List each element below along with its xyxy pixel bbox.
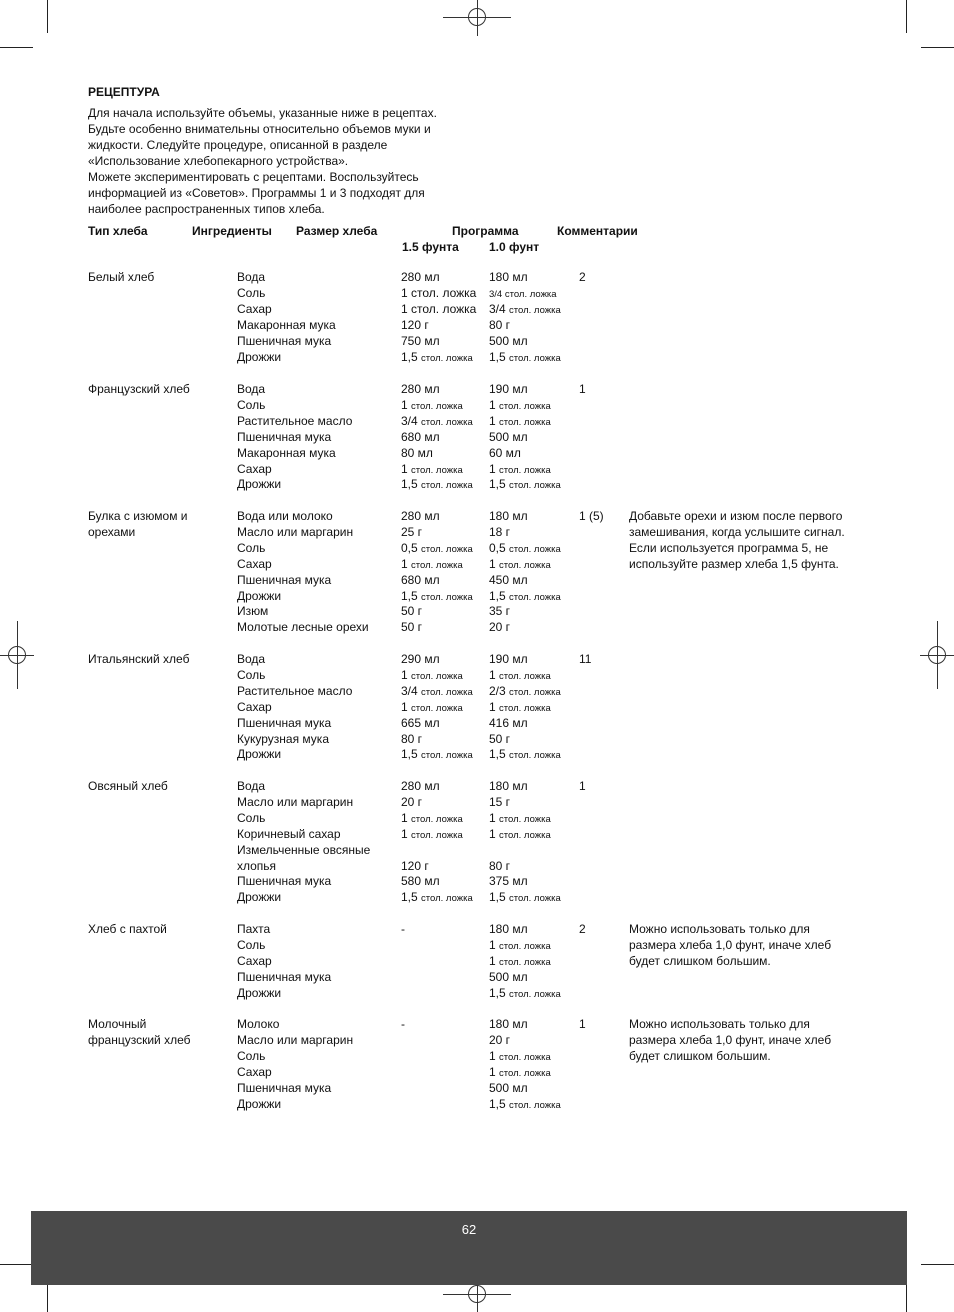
amount-10-lb bbox=[489, 715, 528, 731]
ingredient: Дрожжи bbox=[237, 588, 282, 603]
quantity-unit: стол. ложка bbox=[499, 1067, 551, 1079]
recipe-comment: Можно использовать только для bbox=[629, 1017, 810, 1031]
amount-10-lb bbox=[489, 524, 510, 540]
amount-15-lb bbox=[401, 429, 440, 445]
quantity-unit: стол. ложка bbox=[411, 670, 463, 682]
quantity-main: - bbox=[401, 922, 405, 936]
ingredient: Дрожжи bbox=[237, 1096, 282, 1111]
header-type: Тип хлеба bbox=[88, 224, 148, 238]
quantity-main: 1,5 bbox=[489, 985, 506, 1000]
quantity-main: 1,5 bbox=[489, 477, 506, 492]
quantity-unit: стол. ложка bbox=[421, 543, 473, 555]
quantity-main: 80 г bbox=[401, 731, 423, 746]
amount-10-lb bbox=[489, 429, 528, 445]
quantity-main: 1 стол. ложка bbox=[401, 301, 477, 316]
program-number: 1 bbox=[579, 382, 586, 396]
quantity-main: 450 мл bbox=[489, 572, 528, 587]
quantity-main: 3/4 bbox=[401, 413, 418, 428]
quantity-main: 1 bbox=[489, 937, 496, 952]
quantity-main: 280 мл bbox=[401, 382, 440, 396]
program-number: 11 bbox=[579, 652, 592, 666]
quantity-main: 18 г bbox=[489, 524, 511, 539]
recipe-comment: будет слишком большим. bbox=[629, 953, 771, 968]
intro-line: наиболее распространенных типов хлеба. bbox=[88, 202, 325, 216]
ingredient: Сахар bbox=[237, 301, 272, 316]
amount-15-lb bbox=[401, 778, 440, 794]
quantity-main: - bbox=[401, 1017, 405, 1031]
quantity-main: 60 мл bbox=[489, 445, 521, 460]
header-ingredients: Ингредиенты bbox=[192, 224, 272, 238]
quantity-main: 1,5 bbox=[489, 349, 506, 364]
recipe-name: орехами bbox=[88, 524, 136, 539]
ingredient: Пшеничная мука bbox=[237, 969, 332, 984]
quantity-main: 500 мл bbox=[489, 429, 528, 444]
ingredient: хлопья bbox=[237, 858, 277, 873]
quantity-main: 290 мл bbox=[401, 652, 440, 666]
ingredient: Сахар bbox=[237, 461, 272, 476]
crop-mark bbox=[921, 1264, 954, 1265]
intro-line: информацией из «Советов». Программы 1 и 3 подходят для bbox=[88, 186, 425, 200]
program-number: 2 bbox=[579, 270, 586, 284]
amount-15-lb bbox=[401, 921, 405, 937]
quantity-unit: стол. ложка bbox=[499, 829, 551, 841]
page-number: 62 bbox=[461, 1222, 477, 1237]
recipe-name: Французский хлеб bbox=[88, 382, 190, 396]
quantity-unit: стол. ложка bbox=[509, 988, 561, 1000]
amount-10-lb bbox=[489, 858, 510, 874]
quantity-main: 20 г bbox=[489, 620, 511, 635]
ingredient: Кукурузная мука bbox=[237, 731, 329, 746]
amount-10-lb bbox=[489, 349, 561, 367]
recipe-name: Овсяный хлеб bbox=[88, 779, 168, 793]
quantity-main: 25 г bbox=[401, 524, 423, 539]
crop-mark bbox=[906, 0, 907, 33]
quantity-main: 375 мл bbox=[489, 874, 528, 889]
quantity-main: 80 г bbox=[489, 317, 511, 332]
quantity-unit: стол. ложка bbox=[509, 750, 561, 762]
quantity-main: 1,5 bbox=[401, 477, 418, 492]
ingredient: Измельченные овсяные bbox=[237, 842, 371, 857]
recipe-comment: Если используется программа 5, не bbox=[629, 540, 829, 555]
recipe-name: Итальянский хлеб bbox=[88, 652, 190, 666]
amount-15-lb bbox=[401, 826, 463, 844]
quantity-main: 120 г bbox=[401, 858, 429, 873]
ingredient: Сахар bbox=[237, 699, 272, 714]
amount-10-lb bbox=[489, 826, 551, 844]
program-number: 2 bbox=[579, 922, 586, 936]
ingredient: Растительное масло bbox=[237, 413, 353, 428]
quantity-main: 1 bbox=[489, 1064, 496, 1079]
ingredient: Вода или молоко bbox=[237, 509, 333, 523]
recipe-name: Белый хлеб bbox=[88, 270, 155, 284]
quantity-unit: стол. ложка bbox=[509, 893, 561, 905]
header-comments: Комментарии bbox=[557, 224, 638, 238]
quantity-main: 1 bbox=[401, 556, 408, 571]
quantity-unit: стол. ложка bbox=[499, 702, 551, 714]
recipe-comment: размера хлеба 1,0 фунт, иначе хлеб bbox=[629, 1032, 832, 1047]
ingredient: Масло или маргарин bbox=[237, 524, 354, 539]
quantity-unit: стол. ложка bbox=[499, 956, 551, 968]
ingredient: Пшеничная мука bbox=[237, 715, 332, 730]
quantity-main: 1 bbox=[489, 667, 496, 682]
quantity-main: 1 bbox=[401, 810, 408, 825]
quantity-main: 190 мл bbox=[489, 652, 528, 666]
ingredient: Масло или маргарин bbox=[237, 1032, 354, 1047]
ingredient: Дрожжи bbox=[237, 890, 282, 905]
recipe-comment: замешивания, когда услышите сигнал. bbox=[629, 524, 845, 539]
quantity-main: 1,5 bbox=[401, 890, 418, 905]
footer-bar bbox=[31, 1211, 907, 1285]
quantity-unit: стол. ложка bbox=[421, 352, 473, 364]
amount-10-lb bbox=[489, 778, 528, 794]
intro-line: «Использование хлебопекарного устройства». bbox=[88, 154, 349, 168]
ingredient: Соль bbox=[237, 285, 266, 300]
amount-15-lb bbox=[401, 285, 476, 301]
ingredient: Соль bbox=[237, 667, 266, 682]
quantity-main: 120 г bbox=[401, 317, 429, 332]
amount-15-lb bbox=[401, 794, 422, 810]
ingredient: Дрожжи bbox=[237, 747, 282, 762]
quantity-main: 180 мл bbox=[489, 779, 528, 793]
intro-line: Для начала используйте объемы, указанные ниже в рецептах. bbox=[88, 106, 437, 120]
amount-15-lb bbox=[401, 858, 429, 874]
quantity-main: 1 bbox=[489, 699, 496, 714]
quantity-main: 1,5 bbox=[489, 747, 506, 762]
recipe-comment: размера хлеба 1,0 фунт, иначе хлеб bbox=[629, 937, 832, 952]
ingredient: Вода bbox=[237, 382, 266, 396]
amount-15-lb bbox=[401, 269, 440, 285]
amount-10-lb bbox=[489, 476, 561, 494]
quantity-unit: стол. ложка bbox=[421, 591, 473, 603]
quantity-main: 1 bbox=[489, 413, 496, 428]
quantity-main: 280 мл bbox=[401, 270, 440, 284]
ingredient: Соль bbox=[237, 540, 266, 555]
amount-15-lb bbox=[401, 715, 440, 731]
quantity-main: 1 стол. ложка bbox=[401, 285, 477, 300]
ingredient: Изюм bbox=[237, 604, 269, 619]
amount-10-lb bbox=[489, 619, 510, 635]
quantity-main: 80 г bbox=[489, 858, 511, 873]
ingredient: Вода bbox=[237, 652, 266, 666]
amount-15-lb bbox=[401, 524, 422, 540]
quantity-unit: стол. ложка bbox=[411, 813, 463, 825]
page-title: РЕЦЕПТУРА bbox=[88, 85, 160, 99]
quantity-main: 50 г bbox=[489, 731, 511, 746]
quantity-main: 750 мл bbox=[401, 333, 440, 348]
quantity-main: 1,5 bbox=[401, 349, 418, 364]
quantity-main: 580 мл bbox=[401, 874, 440, 889]
quantity-main: 20 г bbox=[401, 794, 423, 809]
quantity-main: 500 мл bbox=[489, 969, 528, 984]
quantity-main: 1,5 bbox=[489, 890, 506, 905]
amount-15-lb bbox=[401, 603, 422, 619]
amount-10-lb bbox=[489, 269, 528, 285]
quantity-main: 1 bbox=[489, 953, 496, 968]
quantity-main: 665 мл bbox=[401, 715, 440, 730]
ingredient: Пшеничная мука bbox=[237, 1080, 332, 1095]
amount-10-lb bbox=[489, 603, 510, 619]
quantity-main: 280 мл bbox=[401, 779, 440, 793]
recipe-comment: используйте размер хлеба 1,5 фунта. bbox=[629, 556, 839, 571]
quantity-main: 1 bbox=[401, 699, 408, 714]
quantity-unit: стол. ложка bbox=[499, 400, 551, 412]
amount-10-lb bbox=[489, 333, 528, 349]
quantity-unit: стол. ложка bbox=[499, 559, 551, 571]
amount-10-lb bbox=[489, 985, 561, 1003]
quantity-unit: стол. ложка bbox=[411, 464, 463, 476]
ingredient: Макаронная мука bbox=[237, 445, 336, 460]
header-size-10: 1.0 фунт bbox=[489, 240, 540, 254]
amount-10-lb bbox=[489, 381, 528, 397]
amount-15-lb bbox=[401, 381, 440, 397]
amount-10-lb bbox=[489, 889, 561, 907]
amount-15-lb bbox=[401, 889, 473, 907]
ingredient: Сахар bbox=[237, 1064, 272, 1079]
quantity-main: 1 bbox=[401, 397, 408, 412]
amount-10-lb bbox=[489, 969, 528, 985]
recipe-name: французский хлеб bbox=[88, 1032, 191, 1047]
quantity-main: 1,5 bbox=[401, 747, 418, 762]
quantity-main: 3/4 bbox=[401, 683, 418, 698]
ingredient: Соль bbox=[237, 810, 266, 825]
quantity-main: 1 bbox=[489, 556, 496, 571]
quantity-unit: стол. ложка bbox=[509, 686, 561, 698]
ingredient: Вода bbox=[237, 270, 266, 284]
quantity-main: 1 bbox=[401, 667, 408, 682]
quantity-main: 416 мл bbox=[489, 715, 528, 730]
amount-15-lb bbox=[401, 873, 440, 889]
amount-10-lb bbox=[489, 651, 528, 667]
ingredient: Пшеничная мука bbox=[237, 572, 332, 587]
ingredient: Молоко bbox=[237, 1017, 280, 1031]
amount-10-lb bbox=[489, 731, 510, 747]
amount-15-lb bbox=[401, 619, 422, 635]
intro-line: жидкости. Следуйте процедуре, описанной в разделе bbox=[88, 138, 388, 152]
intro-text bbox=[88, 105, 508, 217]
ingredient: Коричневый сахар bbox=[237, 826, 341, 841]
quantity-main: 1 bbox=[489, 461, 496, 476]
recipe-name: Молочный bbox=[88, 1017, 147, 1031]
ingredient: Соль bbox=[237, 937, 266, 952]
amount-10-lb bbox=[489, 873, 528, 889]
quantity-unit: стол. ложка bbox=[499, 416, 551, 428]
program-number: 1 bbox=[579, 1017, 586, 1031]
quantity-main: 180 мл bbox=[489, 270, 528, 284]
quantity-main: 1 bbox=[489, 397, 496, 412]
program-number: 1 (5) bbox=[579, 509, 604, 523]
quantity-unit: стол. ложка bbox=[411, 702, 463, 714]
quantity-main: 20 г bbox=[489, 1032, 511, 1047]
ingredient: Дрожжи bbox=[237, 985, 282, 1000]
amount-15-lb bbox=[401, 1016, 405, 1032]
amount-15-lb bbox=[401, 349, 473, 367]
ingredient: Пшеничная мука bbox=[237, 333, 332, 348]
recipe-comment: Можно использовать только для bbox=[629, 922, 810, 936]
crop-mark bbox=[0, 47, 33, 48]
recipe-comment: Добавьте орехи и изюм после первого bbox=[629, 509, 843, 523]
quantity-main: 0,5 bbox=[401, 540, 418, 555]
amount-10-lb bbox=[489, 572, 528, 588]
quantity-main: 1 bbox=[401, 461, 408, 476]
ingredient: Сахар bbox=[237, 953, 272, 968]
amount-15-lb bbox=[401, 317, 429, 333]
ingredient: Молотые лесные орехи bbox=[237, 620, 369, 635]
quantity-unit: стол. ложка bbox=[499, 670, 551, 682]
quantity-main: 280 мл bbox=[401, 509, 440, 523]
quantity-main: 180 мл bbox=[489, 509, 528, 523]
quantity-main: 3/4 bbox=[489, 301, 506, 316]
quantity-unit: стол. ложка bbox=[499, 464, 551, 476]
quantity-unit: стол. ложка bbox=[421, 416, 473, 428]
ingredient: Макаронная мука bbox=[237, 317, 336, 332]
header-size-15: 1.5 фунта bbox=[402, 240, 459, 254]
amount-10-lb bbox=[489, 794, 510, 810]
quantity-unit: стол. ложка bbox=[509, 591, 561, 603]
quantity-main: 1 bbox=[489, 810, 496, 825]
quantity-unit: 3/4 стол. ложка bbox=[489, 288, 557, 300]
quantity-main: 680 мл bbox=[401, 572, 440, 587]
quantity-main: 1 bbox=[401, 826, 408, 841]
amount-10-lb bbox=[489, 508, 528, 524]
amount-10-lb bbox=[489, 1080, 528, 1096]
quantity-main: 1,5 bbox=[489, 588, 506, 603]
header-program: Программа bbox=[452, 224, 519, 238]
amount-15-lb bbox=[401, 301, 476, 317]
quantity-main: 0,5 bbox=[489, 540, 506, 555]
amount-15-lb bbox=[401, 731, 422, 747]
quantity-unit: стол. ложка bbox=[411, 829, 463, 841]
ingredient: Пахта bbox=[237, 922, 271, 936]
amount-15-lb bbox=[401, 572, 440, 588]
quantity-unit: стол. ложка bbox=[421, 480, 473, 492]
quantity-main: 1 bbox=[489, 1048, 496, 1063]
quantity-unit: стол. ложка bbox=[411, 400, 463, 412]
amount-15-lb bbox=[401, 651, 440, 667]
intro-line: Будьте особенно внимательны относительно объемов муки и bbox=[88, 122, 431, 136]
ingredient: Пшеничная мука bbox=[237, 429, 332, 444]
quantity-unit: стол. ложка bbox=[499, 813, 551, 825]
quantity-unit: стол. ложка bbox=[509, 304, 561, 316]
quantity-main: 500 мл bbox=[489, 333, 528, 348]
amount-15-lb bbox=[401, 333, 440, 349]
ingredient: Соль bbox=[237, 1048, 266, 1063]
quantity-unit: стол. ложка bbox=[499, 1051, 551, 1063]
ingredient: Масло или маргарин bbox=[237, 794, 354, 809]
quantity-unit: стол. ложка bbox=[509, 480, 561, 492]
ingredient: Пшеничная мука bbox=[237, 874, 332, 889]
quantity-unit: стол. ложка bbox=[421, 686, 473, 698]
amount-10-lb bbox=[489, 445, 521, 461]
header-size: Размер хлеба bbox=[296, 224, 378, 238]
ingredient: Дрожжи bbox=[237, 477, 282, 492]
recipe-name: Хлеб с пахтой bbox=[88, 922, 167, 936]
amount-10-lb bbox=[489, 1096, 561, 1114]
quantity-unit: стол. ложка bbox=[509, 1099, 561, 1111]
quantity-main: 680 мл bbox=[401, 429, 440, 444]
ingredient: Вода bbox=[237, 779, 266, 793]
quantity-main: 15 г bbox=[489, 794, 511, 809]
ingredient: Дрожжи bbox=[237, 349, 282, 364]
recipe-name: Булка с изюмом и bbox=[88, 509, 188, 523]
ingredient: Растительное масло bbox=[237, 683, 353, 698]
program-number: 1 bbox=[579, 779, 586, 793]
quantity-main: 1,5 bbox=[401, 588, 418, 603]
quantity-unit: стол. ложка bbox=[509, 543, 561, 555]
crop-mark bbox=[47, 0, 48, 33]
quantity-main: 50 г bbox=[401, 620, 423, 635]
quantity-unit: стол. ложка bbox=[421, 893, 473, 905]
amount-10-lb bbox=[489, 921, 528, 937]
amount-10-lb bbox=[489, 317, 510, 333]
amount-15-lb bbox=[401, 445, 433, 461]
quantity-unit: стол. ложка bbox=[509, 352, 561, 364]
quantity-main: 180 мл bbox=[489, 922, 528, 936]
quantity-main: 2/3 bbox=[489, 683, 506, 698]
ingredient: Сахар bbox=[237, 556, 272, 571]
recipe-comment: будет слишком большим. bbox=[629, 1048, 771, 1063]
amount-10-lb bbox=[489, 746, 561, 764]
amount-15-lb bbox=[401, 746, 473, 764]
crop-mark bbox=[0, 1264, 33, 1265]
quantity-main: 190 мл bbox=[489, 382, 528, 396]
ingredient: Соль bbox=[237, 397, 266, 412]
quantity-main: 35 г bbox=[489, 604, 511, 619]
quantity-main: 1,5 bbox=[489, 1096, 506, 1111]
crop-mark bbox=[921, 47, 954, 48]
quantity-unit: стол. ложка bbox=[411, 559, 463, 571]
quantity-unit: стол. ложка bbox=[499, 940, 551, 952]
intro-line: Можете экспериментировать с рецептами. Воспользуйтесь bbox=[88, 170, 419, 184]
amount-10-lb bbox=[489, 1016, 528, 1032]
amount-15-lb bbox=[401, 508, 440, 524]
quantity-unit: стол. ложка bbox=[421, 750, 473, 762]
quantity-main: 50 г bbox=[401, 604, 423, 619]
amount-15-lb bbox=[401, 476, 473, 494]
quantity-main: 80 мл bbox=[401, 445, 433, 460]
quantity-main: 500 мл bbox=[489, 1080, 528, 1095]
quantity-main: 180 мл bbox=[489, 1017, 528, 1031]
quantity-main: 1 bbox=[489, 826, 496, 841]
amount-10-lb bbox=[489, 1032, 510, 1048]
